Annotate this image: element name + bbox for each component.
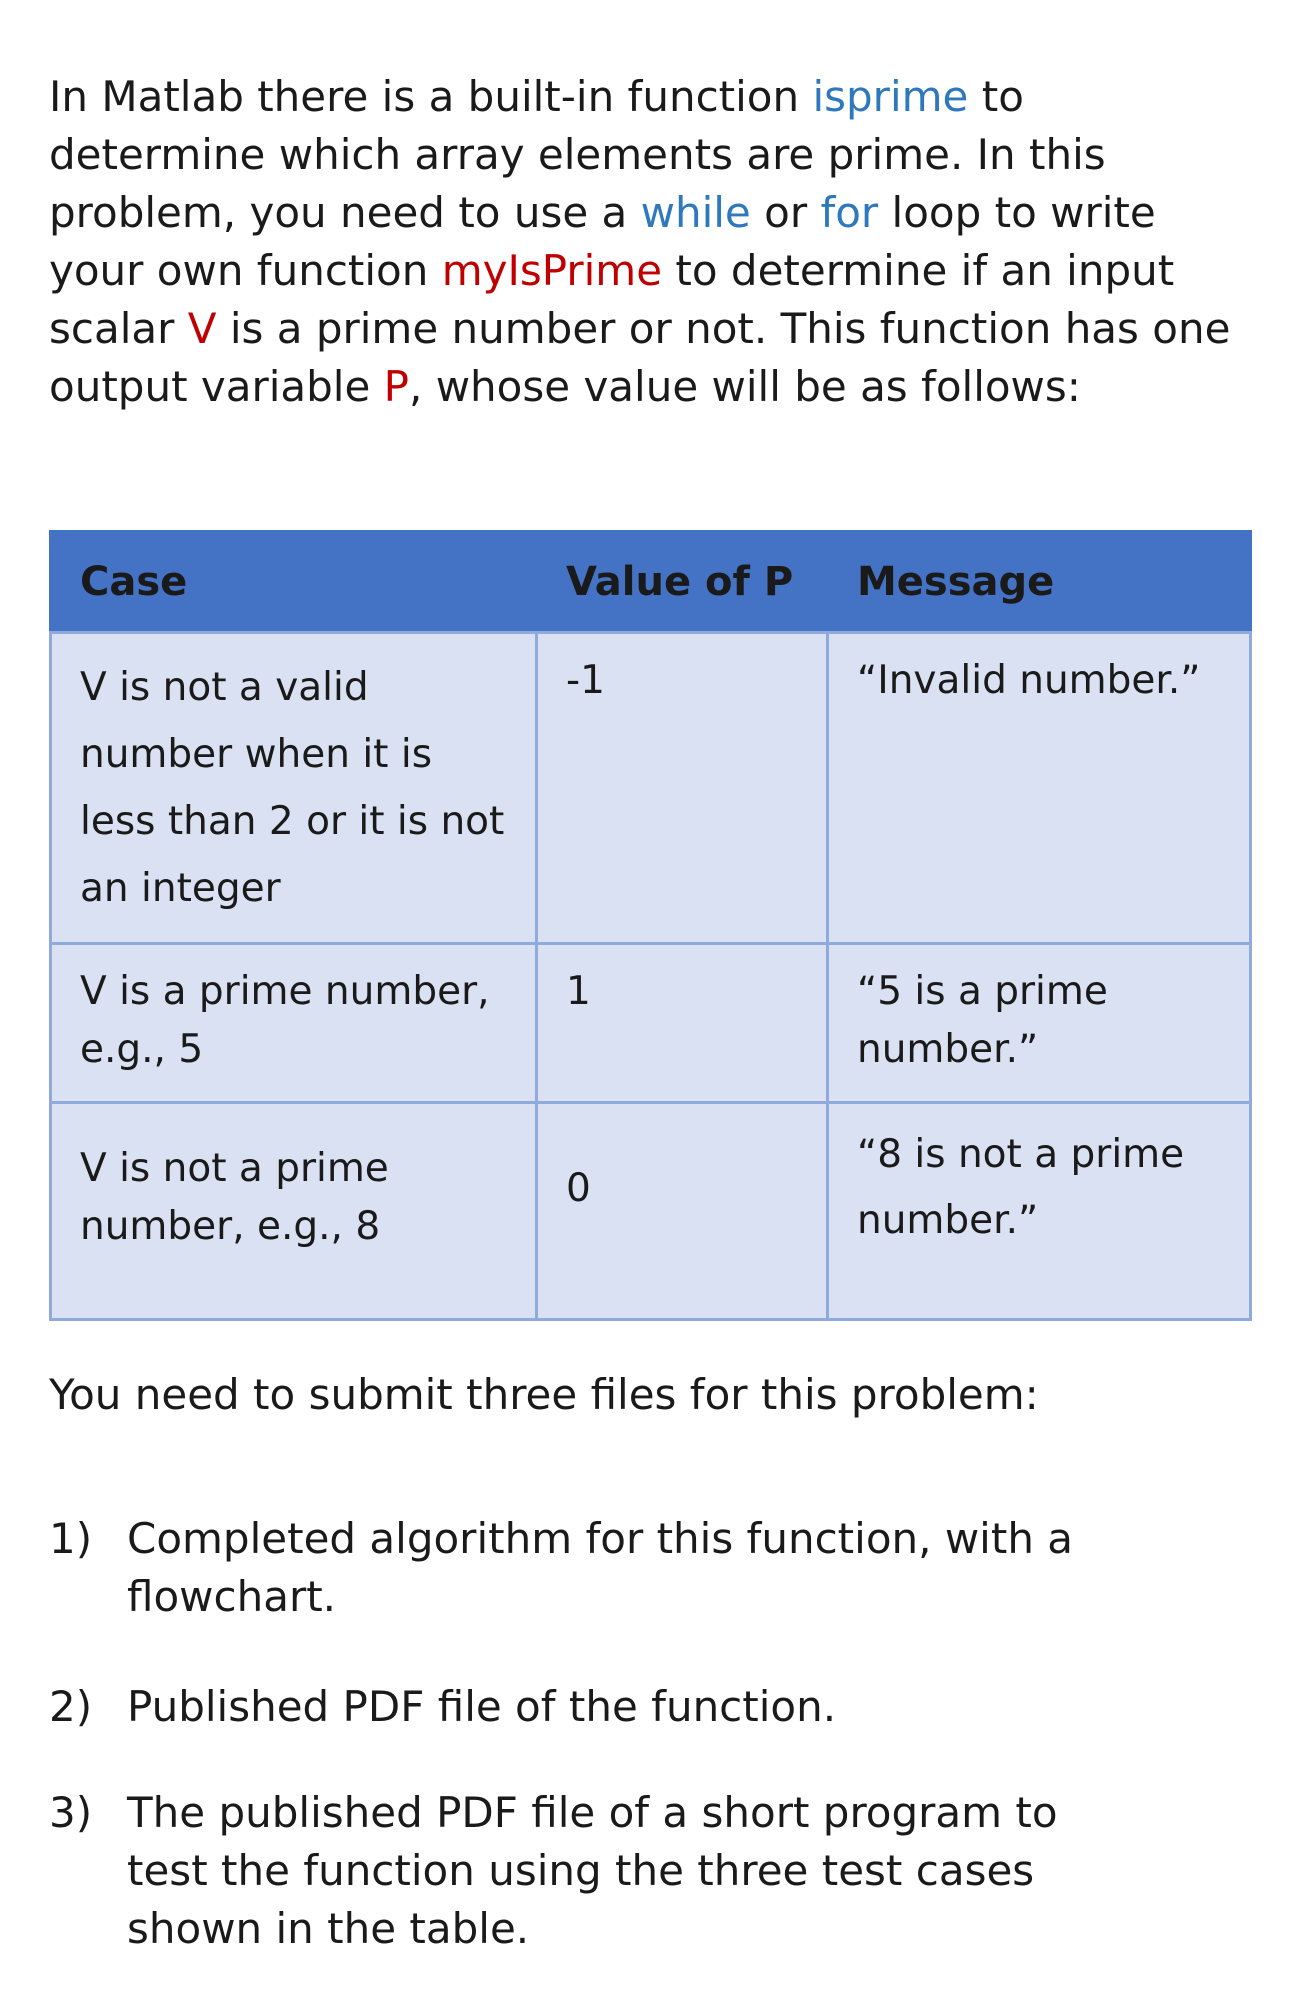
header-message: Message: [828, 532, 1251, 633]
cell-case: V is not a prime number, e.g., 8: [51, 1103, 537, 1320]
table-row: [51, 633, 1251, 944]
intro-text: is a prime number or not. This function has one output variable: [49, 304, 1231, 411]
function-name-myisprime: myIsPrime: [441, 246, 663, 295]
list-item: [49, 1784, 1149, 1958]
cell-case: V is a prime number, e.g., 5: [51, 944, 537, 1103]
list-item: [49, 1510, 1149, 1626]
cell-value: 0: [537, 1103, 828, 1320]
keyword-isprime: isprime: [812, 72, 969, 121]
list-number: 2): [49, 1682, 93, 1731]
keyword-while: while: [640, 188, 751, 237]
list-number: 3): [49, 1788, 93, 1837]
list-number: 1): [49, 1514, 93, 1563]
cell-value: -1: [537, 633, 828, 944]
list-text: The published PDF file of a short program to test the function using the three test cases shown in the table.: [127, 1788, 1058, 1953]
list-text: Published PDF file of the function.: [127, 1682, 837, 1731]
intro-paragraph: [49, 68, 1239, 416]
list-text: Completed algorithm for this function, with a flowchart.: [127, 1514, 1074, 1621]
variable-p: P: [383, 362, 409, 411]
list-item: [49, 1678, 1149, 1736]
cell-message: “5 is a prime number.”: [828, 944, 1251, 1103]
table-row: [51, 944, 1251, 1103]
variable-v: V: [187, 304, 217, 353]
table-row: [51, 1103, 1251, 1320]
cases-table: [49, 530, 1252, 1321]
cell-case: V is not a valid number when it is less than 2 or it is not an integer: [51, 633, 537, 944]
intro-text: to determine which array elements are prime. In this problem, you need to use a: [49, 72, 1106, 237]
submit-instructions: You need to submit three files for this problem:: [49, 1370, 1039, 1419]
table-header-row: [51, 532, 1251, 633]
files-list: [49, 1510, 1149, 1958]
keyword-for: for: [820, 188, 879, 237]
intro-text: to determine if an input scalar: [49, 246, 1175, 353]
intro-text: , whose value will be as follows:: [409, 362, 1081, 411]
intro-text: or: [750, 188, 821, 237]
header-value-of-p: Value of P: [537, 532, 828, 633]
cell-message: “8 is not a prime number.”: [828, 1103, 1251, 1320]
cell-value: 1: [537, 944, 828, 1103]
cell-message: “Invalid number.”: [828, 633, 1251, 944]
header-case: Case: [51, 532, 537, 633]
intro-text: loop to write your own function: [49, 188, 1156, 295]
intro-text: In Matlab there is a built-in function: [49, 72, 813, 121]
